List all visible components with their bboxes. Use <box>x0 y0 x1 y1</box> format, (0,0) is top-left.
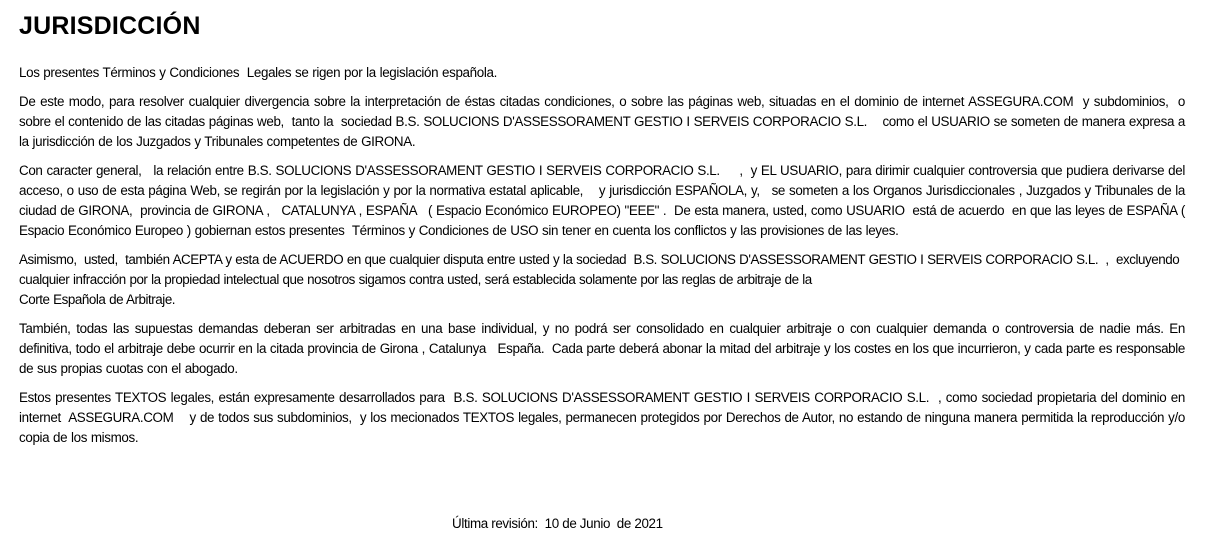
paragraph-arbitration-agreement <box>19 250 1185 310</box>
paragraph-general-relationship: Con caracter general, la relación entre B.S. SOLUCIONS D'ASSESSORAMENT GESTIO I SERVEIS CORPORACIO S.L. , y EL USUARIO, para dirimir cualquier controversia que pudiera derivarse del acceso, o uso de esta página Web, se regirán por la legislación y por la normativa estatal aplicable, y jurisdicción ESPAÑOLA, y, se someten a los Organos Jurisdiccionales , Juzgados y Tribunales de la ciudad de GIRONA, provincia de GIRONA , CATALUNYA , ESPAÑA ( Espacio Económico EUROPEO) "EEE" . De esta manera, usted, como USUARIO está de acuerdo en que las leyes de ESPAÑA ( Espacio Económico Europeo ) gobiernan estos presentes Términos y Condiciones de USO sin tener en cuenta los conflictos y las provisiones de las leyes. <box>19 163 1189 238</box>
page-title: JURISDICCIÓN <box>19 12 201 40</box>
paragraph-governing-law: Los presentes Términos y Condiciones Legales se rigen por la legislación española. <box>19 65 497 80</box>
arbitration-court-line: Corte Española de Arbitraje. <box>19 292 176 307</box>
last-revision-date: Última revisión: 10 de Junio de 2021 <box>452 516 663 531</box>
paragraph-jurisdiction: De este modo, para resolver cualquier divergencia sobre la interpretación de éstas citadas condiciones, o sobre las páginas web, situadas en el dominio de internet ASSEGURA.COM y subdominios, o sobre el contenido de las citadas páginas web, tanto la sociedad B.S. SOLUCIONS D'ASSESSORAMENT GESTIO I SERVEIS CORPORACIO S.L. como el USUARIO se someten de manera expresa a la jurisdicción de los Juzgados y Tribunales competentes de GIRONA. <box>19 94 1189 149</box>
document-body <box>19 10 1189 457</box>
paragraph-individual-arbitration: También, todas las supuestas demandas deberan ser arbitradas en una base individual, y no podrá ser consolidado en cualquier arbitraje o con cualquier demanda o controversia de nadie más. En definitiva, todo el arbitraje debe ocurrir en la citada provincia de Girona , Catalunya España. Cada parte deberá abonar la mitad del arbitraje y los costes en los que incurrieron, y cada parte es responsable de sus propias cuotas con el abogado. <box>19 321 1189 376</box>
arbitration-agreement-text: Asimismo, usted, también ACEPTA y esta de ACUERDO en que cualquier disputa entre usted y la sociedad B.S. SOLUCIONS D'ASSESSORAMENT GESTIO I SERVEIS CORPORACIO S.L. , excluyendo cualquier infracción por la propiedad intelectual que nosotros sigamos contra usted, será establecida solamente por las reglas de arbitraje de la <box>19 252 1183 287</box>
paragraph-copyright: Estos presentes TEXTOS legales, están expresamente desarrollados para B.S. SOLUCIONS D'ASSESSORAMENT GESTIO I SERVEIS CORPORACIO S.L. , como sociedad propietaria del dominio en internet ASSEGURA.COM y de todos sus subdominios, y los mecionados TEXTOS legales, permanecen protegidos por Derechos de Autor, no estando de ninguna manera permitida la reproducción y/o copia de los mismos. <box>19 390 1189 445</box>
